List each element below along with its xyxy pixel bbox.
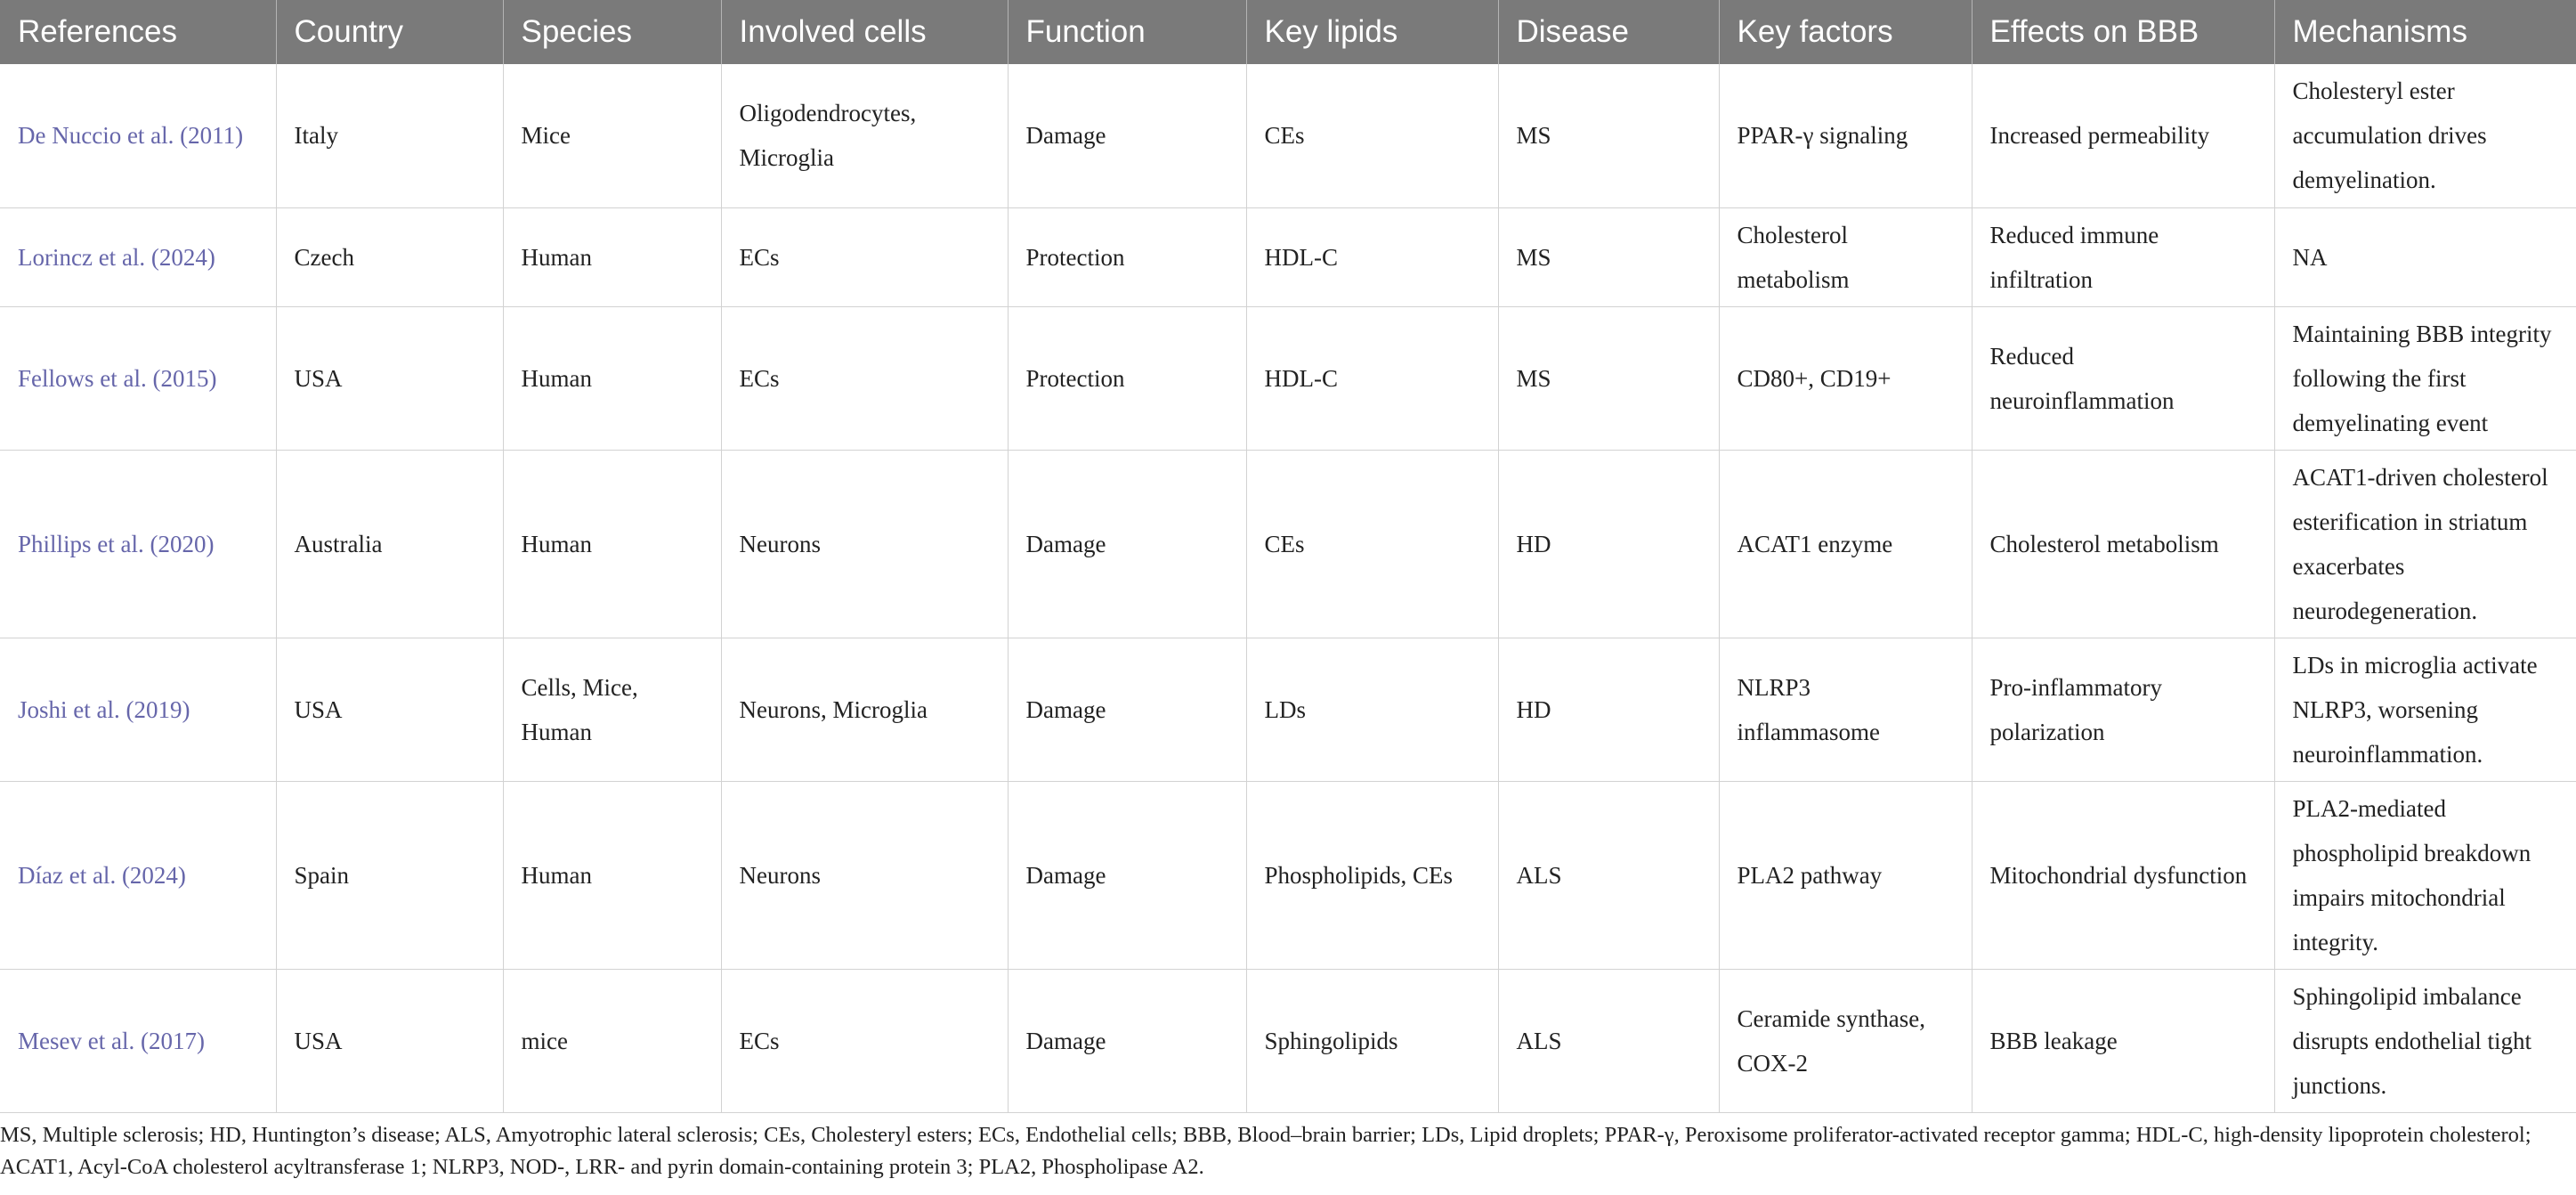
header-mechanisms: Mechanisms	[2274, 0, 2576, 64]
table-row	[0, 306, 2576, 450]
cell-effects-on-bbb: Mitochondrial dysfunction	[1972, 781, 2274, 969]
cell-effects-on-bbb: Pro-inflammatory polarization	[1972, 638, 2274, 781]
cell-country: Australia	[276, 450, 503, 638]
cell-country: Italy	[276, 64, 503, 207]
reference-link[interactable]: Fellows et al. (2015)	[0, 306, 276, 450]
cell-function: Damage	[1008, 64, 1246, 207]
cell-function: Damage	[1008, 781, 1246, 969]
table-footnote: MS, Multiple sclerosis; HD, Huntington’s disease; ALS, Amyotrophic lateral sclerosis; CEs, Cholesteryl esters; ECs, Endothelial cells; BBB, Blood–brain barrier; LDs, Lipid droplets; PPAR-γ, Peroxisome proliferator-activated receptor gamma; HDL-C, high-density lipoprotein cholesterol; ACAT1, Acyl-CoA cholesterol acyltransferase 1; NLRP3, NOD-, LRR- and pyrin domain-containing protein 3; PLA2, Phospholipase A2.	[0, 1123, 2531, 1179]
cell-effects-on-bbb: Cholesterol metabolism	[1972, 450, 2274, 638]
reference-link[interactable]: Díaz et al. (2024)	[0, 781, 276, 969]
cell-species: mice	[503, 969, 721, 1112]
header-key-lipids: Key lipids	[1246, 0, 1498, 64]
reference-link[interactable]: De Nuccio et al. (2011)	[0, 64, 276, 207]
reference-link[interactable]: Mesev et al. (2017)	[0, 969, 276, 1112]
cell-disease: MS	[1498, 64, 1719, 207]
cell-disease: HD	[1498, 638, 1719, 781]
header-references: References	[0, 0, 276, 64]
cell-key-lipids: Sphingolipids	[1246, 969, 1498, 1112]
cell-key-lipids: CEs	[1246, 450, 1498, 638]
cell-function: Protection	[1008, 306, 1246, 450]
cell-involved-cells: Oligodendrocytes, Microglia	[721, 64, 1008, 207]
cell-key-lipids: LDs	[1246, 638, 1498, 781]
cell-species: Human	[503, 450, 721, 638]
cell-involved-cells: ECs	[721, 306, 1008, 450]
cell-country: USA	[276, 638, 503, 781]
cell-key-lipids: HDL-C	[1246, 306, 1498, 450]
reference-link[interactable]: Lorincz et al. (2024)	[0, 207, 276, 306]
header-disease: Disease	[1498, 0, 1719, 64]
cell-disease: ALS	[1498, 781, 1719, 969]
cell-key-factors: CD80+, CD19+	[1719, 306, 1972, 450]
cell-mechanisms: Maintaining BBB integrity following the first demyelinating event	[2274, 306, 2576, 450]
cell-involved-cells: ECs	[721, 969, 1008, 1112]
header-row	[0, 0, 2576, 64]
cell-country: USA	[276, 969, 503, 1112]
header-species: Species	[503, 0, 721, 64]
reference-link[interactable]: Joshi et al. (2019)	[0, 638, 276, 781]
cell-mechanisms: LDs in microglia activate NLRP3, worsening neuroinflammation.	[2274, 638, 2576, 781]
cell-involved-cells: ECs	[721, 207, 1008, 306]
header-effects-on-bbb: Effects on BBB	[1972, 0, 2274, 64]
cell-key-factors: PLA2 pathway	[1719, 781, 1972, 969]
cell-mechanisms: NA	[2274, 207, 2576, 306]
cell-disease: MS	[1498, 306, 1719, 450]
header-key-factors: Key factors	[1719, 0, 1972, 64]
cell-species: Mice	[503, 64, 721, 207]
cell-key-lipids: CEs	[1246, 64, 1498, 207]
cell-country: USA	[276, 306, 503, 450]
cell-function: Damage	[1008, 450, 1246, 638]
table-row	[0, 450, 2576, 638]
cell-key-lipids: HDL-C	[1246, 207, 1498, 306]
cell-disease: HD	[1498, 450, 1719, 638]
table-row	[0, 207, 2576, 306]
cell-species: Human	[503, 781, 721, 969]
cell-key-factors: Cholesterol metabolism	[1719, 207, 1972, 306]
cell-mechanisms: PLA2-mediated phospholipid breakdown impairs mitochondrial integrity.	[2274, 781, 2576, 969]
cell-key-factors: ACAT1 enzyme	[1719, 450, 1972, 638]
cell-effects-on-bbb: Increased permeability	[1972, 64, 2274, 207]
reference-link[interactable]: Phillips et al. (2020)	[0, 450, 276, 638]
cell-species: Human	[503, 207, 721, 306]
cell-key-lipids: Phospholipids, CEs	[1246, 781, 1498, 969]
cell-function: Protection	[1008, 207, 1246, 306]
cell-involved-cells: Neurons	[721, 781, 1008, 969]
table-row	[0, 64, 2576, 207]
cell-mechanisms: ACAT1-driven cholesterol esterification in striatum exacerbates neurodegeneration.	[2274, 450, 2576, 638]
cell-key-factors: Ceramide synthase, COX-2	[1719, 969, 1972, 1112]
cell-function: Damage	[1008, 969, 1246, 1112]
cell-disease: ALS	[1498, 969, 1719, 1112]
cell-involved-cells: Neurons	[721, 450, 1008, 638]
cell-effects-on-bbb: Reduced neuroinflammation	[1972, 306, 2274, 450]
table-row	[0, 638, 2576, 781]
cell-disease: MS	[1498, 207, 1719, 306]
cell-key-factors: NLRP3 inflammasome	[1719, 638, 1972, 781]
table-row	[0, 969, 2576, 1112]
table-row	[0, 781, 2576, 969]
cell-country: Spain	[276, 781, 503, 969]
cell-involved-cells: Neurons, Microglia	[721, 638, 1008, 781]
cell-key-factors: PPAR-γ signaling	[1719, 64, 1972, 207]
cell-species: Cells, Mice, Human	[503, 638, 721, 781]
cell-effects-on-bbb: BBB leakage	[1972, 969, 2274, 1112]
header-function: Function	[1008, 0, 1246, 64]
cell-effects-on-bbb: Reduced immune infiltration	[1972, 207, 2274, 306]
cell-function: Damage	[1008, 638, 1246, 781]
header-involved-cells: Involved cells	[721, 0, 1008, 64]
cell-mechanisms: Cholesteryl ester accumulation drives demyelination.	[2274, 64, 2576, 207]
header-country: Country	[276, 0, 503, 64]
cell-species: Human	[503, 306, 721, 450]
cell-mechanisms: Sphingolipid imbalance disrupts endothelial tight junctions.	[2274, 969, 2576, 1112]
cell-country: Czech	[276, 207, 503, 306]
